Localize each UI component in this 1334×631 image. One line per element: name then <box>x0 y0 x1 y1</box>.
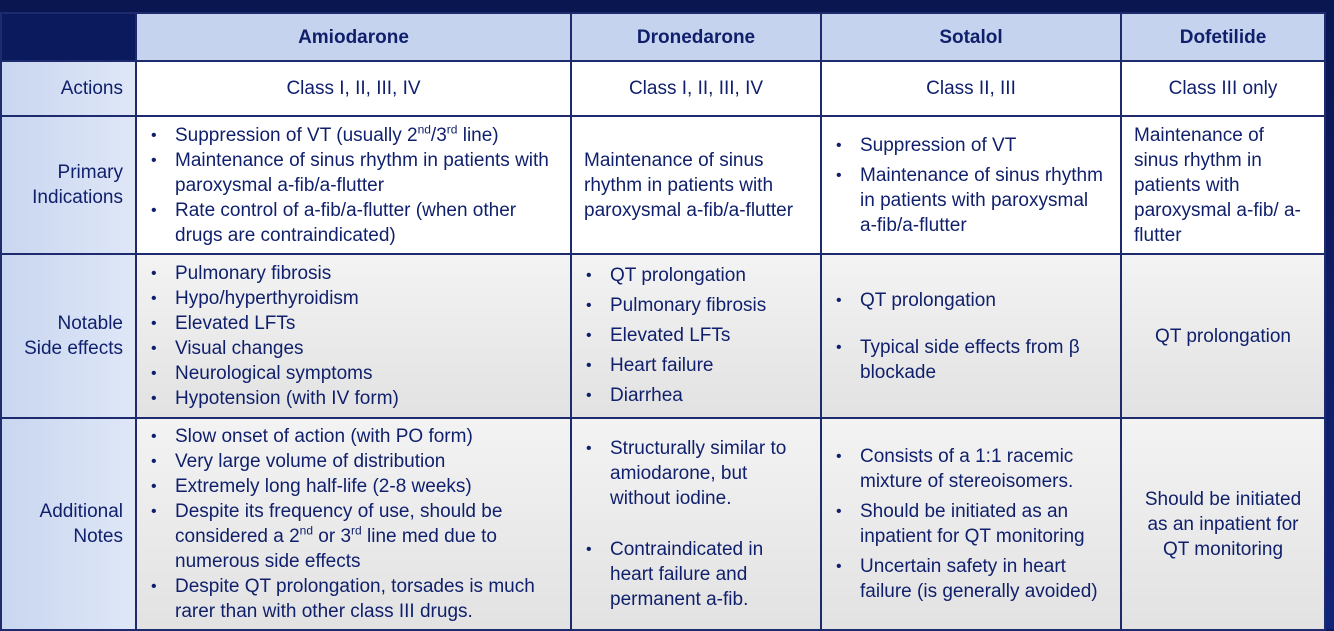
header-row <box>1 13 1325 61</box>
list-item: • Pulmonary fibrosis <box>610 291 808 321</box>
row-header-side-effects-line2: Side effects <box>24 338 123 359</box>
list-item: • Maintenance of sinus rhythm in patients with paroxysmal a-fib/a-flutter <box>175 148 558 198</box>
list-item: • QT prolongation <box>610 261 808 291</box>
list-item: • Uncertain safety in heart failure (is generally avoided) <box>860 554 1108 604</box>
actions-amiodarone: Class I, II, III, IV <box>136 61 571 116</box>
row-header-indications <box>1 116 136 254</box>
notes-dronedarone <box>571 418 821 630</box>
list-item: • Visual changes <box>175 336 558 361</box>
row-side-effects <box>1 254 1325 418</box>
row-header-side-effects <box>1 254 136 418</box>
list-item: • Pulmonary fibrosis <box>175 261 558 286</box>
row-actions <box>1 61 1325 116</box>
list-item: • Neurological symptoms <box>175 361 558 386</box>
corner-cell <box>1 13 136 61</box>
list-item: • Suppression of VT (usually 2nd/3rd line) <box>175 123 558 148</box>
list-item: • Typical side effects from β blockade <box>860 335 1108 385</box>
row-header-notes-line2: Notes <box>73 526 123 547</box>
list-item: • Despite its frequency of use, should be considered a 2nd or 3rd line med due to numerous side effects <box>175 499 558 574</box>
list-item: • Should be initiated as an inpatient for QT monitoring <box>860 499 1108 549</box>
side-effects-dronedarone <box>571 254 821 418</box>
col-header-sotalol: Sotalol <box>821 13 1121 61</box>
list-item: • Elevated LFTs <box>175 311 558 336</box>
indications-amiodarone <box>136 116 571 254</box>
col-header-amiodarone: Amiodarone <box>136 13 571 61</box>
row-indications <box>1 116 1325 254</box>
list-item: • Diarrhea <box>610 381 808 411</box>
notes-amiodarone <box>136 418 571 630</box>
side-effects-dofetilide: QT prolongation <box>1121 254 1325 418</box>
list-item: • Hypo/hyperthyroidism <box>175 286 558 311</box>
notes-dofetilide: Should be initiated as an inpatient for QT monitoring <box>1121 418 1325 630</box>
notes-sotalol <box>821 418 1121 630</box>
list-item: • Extremely long half-life (2-8 weeks) <box>175 474 558 499</box>
antiarrhythmic-comparison-table <box>0 12 1326 631</box>
indications-sotalol <box>821 116 1121 254</box>
row-header-indications-line2: Indications <box>32 187 123 208</box>
row-header-indications-line1: Primary <box>57 162 123 183</box>
indications-dronedarone: Maintenance of sinus rhythm in patients with paroxysmal a-fib/a-flutter <box>571 116 821 254</box>
indications-dofetilide: Maintenance of sinus rhythm in patients with paroxysmal a-fib/ a-flutter <box>1121 116 1325 254</box>
list-item: • Rate control of a-fib/a-flutter (when other drugs are contraindicated) <box>175 198 558 248</box>
list-item: • Slow onset of action (with PO form) <box>175 424 558 449</box>
list-item: • Despite QT prolongation, torsades is much rarer than with other class III drugs. <box>175 574 558 624</box>
list-item: • Hypotension (with IV form) <box>175 386 558 411</box>
col-header-dronedarone: Dronedarone <box>571 13 821 61</box>
col-header-dofetilide: Dofetilide <box>1121 13 1325 61</box>
list-item: • Elevated LFTs <box>610 321 808 351</box>
list-item: • Consists of a 1:1 racemic mixture of stereoisomers. <box>860 444 1108 494</box>
actions-dofetilide: Class III only <box>1121 61 1325 116</box>
side-effects-amiodarone <box>136 254 571 418</box>
list-item: • Structurally similar to amiodarone, but without iodine. <box>610 436 808 511</box>
list-item: • Heart failure <box>610 351 808 381</box>
list-item: • QT prolongation <box>860 288 1108 313</box>
list-item: • Contraindicated in heart failure and permanent a-fib. <box>610 537 808 612</box>
row-header-side-effects-line1: Notable <box>57 313 123 334</box>
actions-sotalol: Class II, III <box>821 61 1121 116</box>
row-header-notes-line1: Additional <box>39 501 123 522</box>
side-effects-sotalol <box>821 254 1121 418</box>
row-header-actions: Actions <box>1 61 136 116</box>
actions-dronedarone: Class I, II, III, IV <box>571 61 821 116</box>
row-notes <box>1 418 1325 630</box>
list-item: • Suppression of VT <box>860 133 1108 158</box>
list-item: • Very large volume of distribution <box>175 449 558 474</box>
row-header-notes <box>1 418 136 630</box>
list-item: • Maintenance of sinus rhythm in patients with paroxysmal a-fib/a-flutter <box>860 163 1108 238</box>
